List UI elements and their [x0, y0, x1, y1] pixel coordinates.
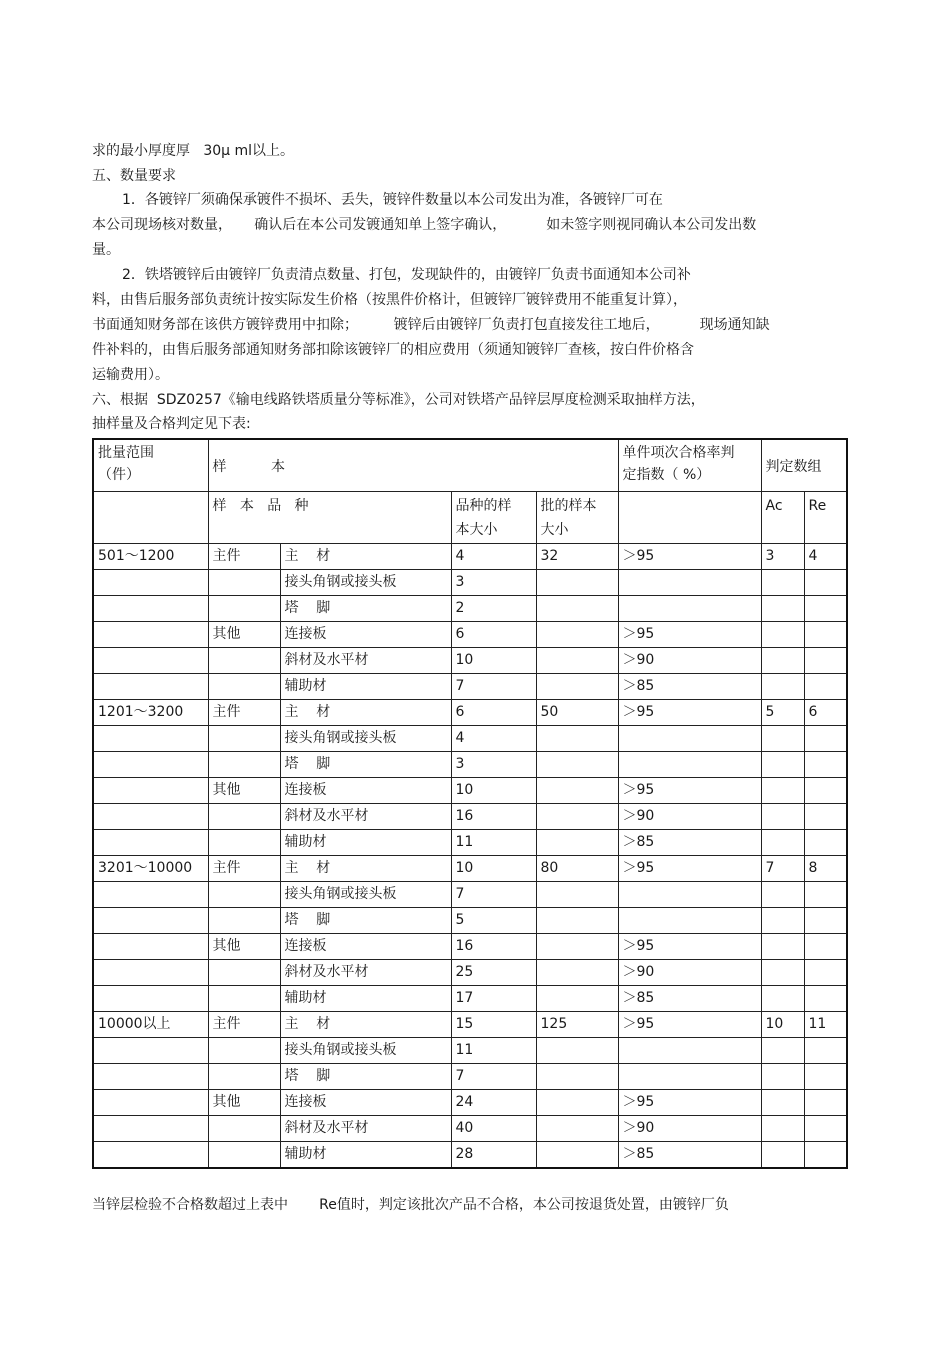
re-cell: [804, 570, 847, 596]
table-row: [93, 830, 847, 856]
table-row: [93, 986, 847, 1012]
variety-size-cell: 7: [451, 674, 536, 700]
table-row: [93, 960, 847, 986]
ac-cell: [761, 830, 804, 856]
pass-index-cell: ＞95: [618, 700, 761, 726]
batch-range-cell: [93, 674, 208, 700]
group-cell: [208, 804, 280, 830]
batch-size-cell: [536, 648, 618, 674]
group-cell: [208, 960, 280, 986]
re-cell: [804, 1090, 847, 1116]
pass-index-cell: ＞95: [618, 544, 761, 570]
batch-range-cell: [93, 1064, 208, 1090]
ac-cell: 7: [761, 856, 804, 882]
variety-size-cell: 10: [451, 648, 536, 674]
table-row: [93, 596, 847, 622]
paragraph-line: 运输费用）。: [92, 367, 169, 383]
table-row: [93, 700, 847, 726]
variety-size-cell: 11: [451, 830, 536, 856]
batch-range-cell: [93, 1116, 208, 1142]
batch-size-cell: [536, 908, 618, 934]
ac-cell: [761, 778, 804, 804]
batch-range-cell: [93, 1142, 208, 1169]
batch-range-cell: [93, 934, 208, 960]
re-cell: 4: [804, 544, 847, 570]
batch-range-cell: [93, 960, 208, 986]
header-sample: 样 本: [208, 439, 618, 492]
pass-index-cell: [618, 596, 761, 622]
batch-range-cell: [93, 778, 208, 804]
batch-range-cell: [93, 986, 208, 1012]
variety-size-cell: 7: [451, 1064, 536, 1090]
item-cell: 主 材: [280, 700, 451, 726]
item-cell: 连接板: [280, 1090, 451, 1116]
pass-index-cell: [618, 752, 761, 778]
header-batch-range: 批量范围 （件）: [93, 439, 208, 492]
table-row: [93, 908, 847, 934]
paragraph-line: 书面通知财务部在该供方镀锌费用中扣除； 镀锌后由镀锌厂负责打包直接发往工地后， 现场通知缺: [92, 317, 770, 333]
table-row: [93, 934, 847, 960]
paragraph-line: 本公司现场核对数量， 确认后在本公司发镀通知单上签字确认， 如未签字则视同确认本公司发出数: [92, 217, 757, 233]
variety-size-cell: 11: [451, 1038, 536, 1064]
batch-range-cell: [93, 596, 208, 622]
batch-size-cell: [536, 622, 618, 648]
header-ac: Ac: [761, 492, 804, 544]
item-cell: 连接板: [280, 934, 451, 960]
variety-size-cell: 10: [451, 778, 536, 804]
table-row: [93, 544, 847, 570]
item-cell: 辅助材: [280, 830, 451, 856]
re-cell: [804, 986, 847, 1012]
pass-index-cell: [618, 882, 761, 908]
paragraph-line: 料，由售后服务部负责统计按实际发生价格（按黑件价格计，但镀锌厂镀锌费用不能重复计算），: [92, 292, 687, 308]
batch-size-cell: [536, 882, 618, 908]
table-row: [93, 674, 847, 700]
item-cell: 辅助材: [280, 986, 451, 1012]
variety-size-cell: 15: [451, 1012, 536, 1038]
re-cell: [804, 882, 847, 908]
ac-cell: [761, 1038, 804, 1064]
pass-index-cell: ＞95: [618, 622, 761, 648]
group-cell: [208, 1038, 280, 1064]
batch-size-cell: 50: [536, 700, 618, 726]
table-row: [93, 1012, 847, 1038]
variety-size-cell: 3: [451, 570, 536, 596]
header-judge-group: 判定数组: [761, 439, 847, 492]
group-cell: [208, 830, 280, 856]
ac-cell: [761, 934, 804, 960]
pass-index-cell: ＞95: [618, 1090, 761, 1116]
group-cell: 主件: [208, 544, 280, 570]
re-cell: [804, 1038, 847, 1064]
group-cell: [208, 1142, 280, 1169]
batch-range-cell: [93, 882, 208, 908]
item-cell: 斜材及水平材: [280, 960, 451, 986]
table-row: [93, 1116, 847, 1142]
table-row: [93, 1038, 847, 1064]
batch-range-cell: 10000以上: [93, 1012, 208, 1038]
pass-index-cell: ＞95: [618, 934, 761, 960]
ac-cell: 3: [761, 544, 804, 570]
table-row: [93, 804, 847, 830]
header-empty: [618, 492, 761, 544]
table-row: [93, 1064, 847, 1090]
batch-range-cell: [93, 830, 208, 856]
variety-size-cell: 4: [451, 726, 536, 752]
sampling-table: [92, 438, 848, 1169]
item-cell: 主 材: [280, 544, 451, 570]
batch-range-cell: [93, 648, 208, 674]
ac-cell: [761, 882, 804, 908]
group-cell: [208, 752, 280, 778]
batch-size-cell: [536, 752, 618, 778]
batch-size-cell: [536, 830, 618, 856]
section-heading: 五、数量要求: [92, 168, 176, 184]
batch-range-cell: [93, 570, 208, 596]
re-cell: [804, 960, 847, 986]
ac-cell: 10: [761, 1012, 804, 1038]
re-cell: [804, 934, 847, 960]
re-cell: [804, 648, 847, 674]
table-row: [93, 622, 847, 648]
group-cell: [208, 726, 280, 752]
batch-range-cell: [93, 622, 208, 648]
re-cell: [804, 908, 847, 934]
header-variety-sample-size: 品种的样 本大小: [451, 492, 536, 544]
pass-index-cell: ＞85: [618, 1142, 761, 1169]
ac-cell: [761, 1116, 804, 1142]
table-row: [93, 1142, 847, 1169]
re-cell: [804, 674, 847, 700]
group-cell: 主件: [208, 856, 280, 882]
variety-size-cell: 17: [451, 986, 536, 1012]
batch-size-cell: [536, 986, 618, 1012]
ac-cell: [761, 726, 804, 752]
re-cell: [804, 622, 847, 648]
batch-range-cell: [93, 804, 208, 830]
item-cell: 塔 脚: [280, 1064, 451, 1090]
pass-index-cell: [618, 908, 761, 934]
item-cell: 斜材及水平材: [280, 648, 451, 674]
group-cell: [208, 908, 280, 934]
item-cell: 斜材及水平材: [280, 1116, 451, 1142]
re-cell: [804, 804, 847, 830]
pass-index-cell: ＞95: [618, 1012, 761, 1038]
paragraph-line: 1．各镀锌厂须确保承镀件不损坏、丢失，镀锌件数量以本公司发出为准，各镀锌厂可在: [122, 192, 663, 208]
pass-index-cell: ＞85: [618, 830, 761, 856]
batch-range-cell: [93, 1038, 208, 1064]
variety-size-cell: 2: [451, 596, 536, 622]
batch-size-cell: [536, 726, 618, 752]
batch-range-cell: [93, 1090, 208, 1116]
group-cell: [208, 882, 280, 908]
ac-cell: [761, 1090, 804, 1116]
re-cell: 6: [804, 700, 847, 726]
batch-range-cell: 501～1200: [93, 544, 208, 570]
ac-cell: [761, 1142, 804, 1169]
ac-cell: [761, 674, 804, 700]
ac-cell: [761, 1064, 804, 1090]
item-cell: 连接板: [280, 622, 451, 648]
item-cell: 塔 脚: [280, 908, 451, 934]
batch-size-cell: [536, 1038, 618, 1064]
variety-size-cell: 28: [451, 1142, 536, 1169]
ac-cell: [761, 622, 804, 648]
group-cell: [208, 1116, 280, 1142]
re-cell: [804, 1064, 847, 1090]
table-row: [93, 726, 847, 752]
item-cell: 斜材及水平材: [280, 804, 451, 830]
group-cell: 其他: [208, 622, 280, 648]
variety-size-cell: 25: [451, 960, 536, 986]
ac-cell: [761, 648, 804, 674]
ac-cell: [761, 960, 804, 986]
table-row: [93, 570, 847, 596]
re-cell: [804, 830, 847, 856]
batch-range-cell: 3201～10000: [93, 856, 208, 882]
batch-size-cell: [536, 778, 618, 804]
pass-index-cell: [618, 570, 761, 596]
item-cell: 塔 脚: [280, 596, 451, 622]
variety-size-cell: 4: [451, 544, 536, 570]
group-cell: [208, 986, 280, 1012]
batch-size-cell: [536, 570, 618, 596]
item-cell: 主 材: [280, 856, 451, 882]
header-pass-index: 单件项次合格率判 定指数（ %）: [618, 439, 761, 492]
item-cell: 辅助材: [280, 1142, 451, 1169]
group-cell: [208, 570, 280, 596]
table-row: [93, 1090, 847, 1116]
paragraph-line: 件补料的，由售后服务部通知财务部扣除该镀锌厂的相应费用（须通知镀锌厂查核，按白件价格含: [92, 342, 694, 358]
batch-size-cell: [536, 934, 618, 960]
variety-size-cell: 16: [451, 934, 536, 960]
item-cell: 接头角钢或接头板: [280, 570, 451, 596]
variety-size-cell: 6: [451, 700, 536, 726]
ac-cell: [761, 596, 804, 622]
re-cell: [804, 726, 847, 752]
variety-size-cell: 40: [451, 1116, 536, 1142]
batch-size-cell: 32: [536, 544, 618, 570]
pass-index-cell: ＞85: [618, 674, 761, 700]
item-cell: 接头角钢或接头板: [280, 1038, 451, 1064]
paragraph-line: 量。: [92, 242, 120, 258]
pass-index-cell: [618, 726, 761, 752]
group-cell: [208, 1064, 280, 1090]
pass-index-cell: ＞95: [618, 778, 761, 804]
batch-size-cell: [536, 1142, 618, 1169]
batch-size-cell: 125: [536, 1012, 618, 1038]
group-cell: 其他: [208, 778, 280, 804]
batch-size-cell: [536, 804, 618, 830]
group-cell: 其他: [208, 934, 280, 960]
batch-size-cell: [536, 674, 618, 700]
ac-cell: 5: [761, 700, 804, 726]
ac-cell: [761, 752, 804, 778]
item-cell: 接头角钢或接头板: [280, 726, 451, 752]
re-cell: [804, 1142, 847, 1169]
item-cell: 接头角钢或接头板: [280, 882, 451, 908]
batch-size-cell: 80: [536, 856, 618, 882]
batch-range-cell: [93, 726, 208, 752]
ac-cell: [761, 804, 804, 830]
pass-index-cell: ＞90: [618, 804, 761, 830]
table-row: [93, 856, 847, 882]
batch-range-cell: [93, 908, 208, 934]
variety-size-cell: 10: [451, 856, 536, 882]
batch-size-cell: [536, 1090, 618, 1116]
batch-size-cell: [536, 1064, 618, 1090]
variety-size-cell: 24: [451, 1090, 536, 1116]
group-cell: 其他: [208, 1090, 280, 1116]
pass-index-cell: ＞90: [618, 648, 761, 674]
variety-size-cell: 5: [451, 908, 536, 934]
item-cell: 塔 脚: [280, 752, 451, 778]
re-cell: [804, 596, 847, 622]
re-cell: [804, 752, 847, 778]
header-re: Re: [804, 492, 847, 544]
pass-index-cell: ＞90: [618, 1116, 761, 1142]
pass-index-cell: [618, 1038, 761, 1064]
pass-index-cell: ＞85: [618, 986, 761, 1012]
batch-size-cell: [536, 596, 618, 622]
group-cell: [208, 648, 280, 674]
re-cell: 11: [804, 1012, 847, 1038]
item-cell: 辅助材: [280, 674, 451, 700]
batch-size-cell: [536, 960, 618, 986]
table-row: [93, 648, 847, 674]
batch-size-cell: [536, 1116, 618, 1142]
footer-paragraph: 当锌层检验不合格数超过上表中 Re值时，判定该批次产品不合格，本公司按退货处置，由镀锌厂负: [92, 1197, 729, 1213]
re-cell: 8: [804, 856, 847, 882]
section-heading: 六、根据 SDZ0257《输电线路铁塔质量分等标准》，公司对铁塔产品锌层厚度检测采取抽样方法，: [92, 392, 705, 408]
re-cell: [804, 1116, 847, 1142]
group-cell: 主件: [208, 700, 280, 726]
pass-index-cell: ＞90: [618, 960, 761, 986]
ac-cell: [761, 986, 804, 1012]
variety-size-cell: 7: [451, 882, 536, 908]
variety-size-cell: 6: [451, 622, 536, 648]
table-row: [93, 752, 847, 778]
item-cell: 主 材: [280, 1012, 451, 1038]
paragraph-line: 2．铁塔镀锌后由镀锌厂负责清点数量、打包，发现缺件的，由镀锌厂负责书面通知本公司补: [122, 267, 691, 283]
variety-size-cell: 3: [451, 752, 536, 778]
group-cell: [208, 596, 280, 622]
table-row: [93, 882, 847, 908]
item-cell: 连接板: [280, 778, 451, 804]
ac-cell: [761, 908, 804, 934]
table-row: [93, 778, 847, 804]
pass-index-cell: ＞95: [618, 856, 761, 882]
header-empty: [93, 492, 208, 544]
paragraph-line: 求的最小厚度厚 30μ ml以上。: [92, 143, 295, 159]
batch-range-cell: [93, 752, 208, 778]
batch-range-cell: 1201～3200: [93, 700, 208, 726]
group-cell: [208, 674, 280, 700]
paragraph-line: 抽样量及合格判定见下表:: [92, 416, 251, 432]
pass-index-cell: [618, 1064, 761, 1090]
group-cell: 主件: [208, 1012, 280, 1038]
re-cell: [804, 778, 847, 804]
ac-cell: [761, 570, 804, 596]
header-sample-variety: 样 本 品 种: [208, 492, 451, 544]
header-batch-sample-size: 批的样本 大小: [536, 492, 618, 544]
variety-size-cell: 16: [451, 804, 536, 830]
